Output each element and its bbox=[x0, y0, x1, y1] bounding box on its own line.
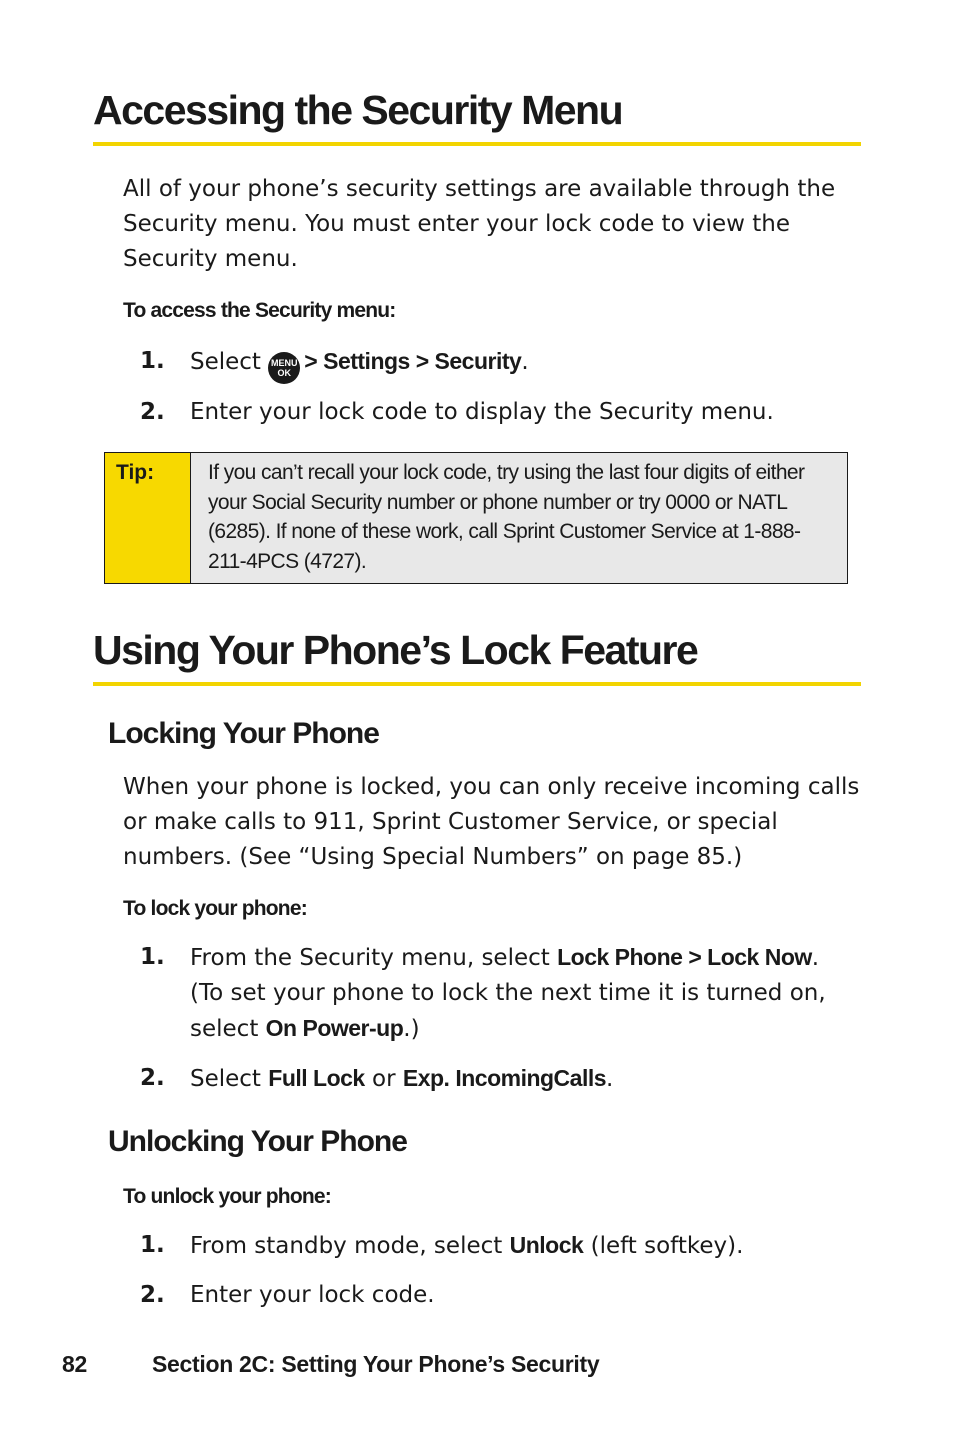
page-footer bbox=[62, 1351, 600, 1378]
access-step-2 bbox=[140, 395, 855, 430]
softkey-name: Unlock bbox=[509, 1232, 584, 1258]
lock-phone-lead: To lock your phone: bbox=[123, 897, 307, 920]
option-name: On Power-up bbox=[265, 1015, 404, 1041]
unlock-phone-lead: To unlock your phone: bbox=[123, 1185, 331, 1208]
subsection-title-locking: Locking Your Phone bbox=[108, 717, 379, 750]
menu-path: > Settings > Security bbox=[304, 348, 522, 374]
section-title-lock-feature: Using Your Phone’s Lock Feature bbox=[93, 626, 861, 686]
step-number: 2. bbox=[140, 1282, 165, 1308]
locking-intro: When your phone is locked, you can only receive incoming calls or make calls to 911, Sprint Customer Service, or special numbers. (See “Using Special Numbers” on page 85.) bbox=[123, 774, 860, 870]
access-security-lead: To access the Security menu: bbox=[123, 299, 396, 322]
step-number: 2. bbox=[140, 1065, 165, 1091]
menu-ok-icon bbox=[268, 352, 300, 384]
access-step-1 bbox=[140, 344, 855, 384]
step-text-post: . bbox=[606, 1066, 614, 1092]
menu-icon-label-bottom: OK bbox=[277, 368, 292, 378]
tip-label: Tip: bbox=[105, 453, 191, 583]
step-text-pre: From standby mode, select bbox=[190, 1233, 510, 1259]
step-text bbox=[190, 344, 855, 384]
step-number: 1. bbox=[140, 348, 165, 374]
page-number: 82 bbox=[62, 1351, 87, 1377]
step-text: Enter your lock code. bbox=[190, 1282, 435, 1308]
lock-step-1 bbox=[140, 940, 855, 1047]
step-number: 2. bbox=[140, 399, 165, 425]
step-text-post: (left softkey). bbox=[583, 1233, 744, 1259]
security-menu-intro: All of your phone’s security settings are available through the Security menu. You must enter your lock code to view the Security menu. bbox=[123, 176, 836, 272]
subsection-title-unlocking: Unlocking Your Phone bbox=[108, 1125, 407, 1158]
step-text-pre: Select bbox=[190, 1066, 269, 1092]
unlock-step-2 bbox=[140, 1278, 855, 1313]
option-name: Exp. IncomingCalls bbox=[402, 1065, 607, 1091]
menu-icon-label-top: MENU bbox=[271, 358, 298, 368]
step-number: 1. bbox=[140, 1232, 165, 1258]
menu-path: Lock Phone > Lock Now bbox=[557, 944, 812, 970]
option-name: Full Lock bbox=[268, 1065, 365, 1091]
step-text bbox=[190, 940, 855, 1047]
step-text bbox=[190, 1061, 855, 1097]
unlock-step-1 bbox=[140, 1228, 855, 1264]
step-text-mid: . (To set your phone to lock the next time it is turned on, select bbox=[190, 945, 826, 1042]
step-text-post: .) bbox=[403, 1016, 420, 1042]
step-text-pre: Select bbox=[190, 349, 261, 375]
footer-section-title: Section 2C: Setting Your Phone’s Security bbox=[152, 1351, 600, 1377]
tip-box bbox=[104, 452, 848, 584]
tip-text: If you can’t recall your lock code, try using the last four digits of either your Social Security number or phone number or try 0000 or NATL (6285). If none of these work, call Sprint Customer Service at 1-888-211-4PCS (4727). bbox=[191, 453, 847, 583]
lock-step-2 bbox=[140, 1061, 855, 1097]
step-text-pre: From the Security menu, select bbox=[190, 945, 558, 971]
step-text-mid: or bbox=[364, 1066, 403, 1092]
section-title-accessing-security-menu: Accessing the Security Menu bbox=[93, 86, 861, 146]
step-text: Enter your lock code to display the Security menu. bbox=[190, 399, 774, 425]
step-number: 1. bbox=[140, 944, 165, 970]
step-text-post: . bbox=[521, 349, 529, 375]
step-text bbox=[190, 1228, 855, 1264]
